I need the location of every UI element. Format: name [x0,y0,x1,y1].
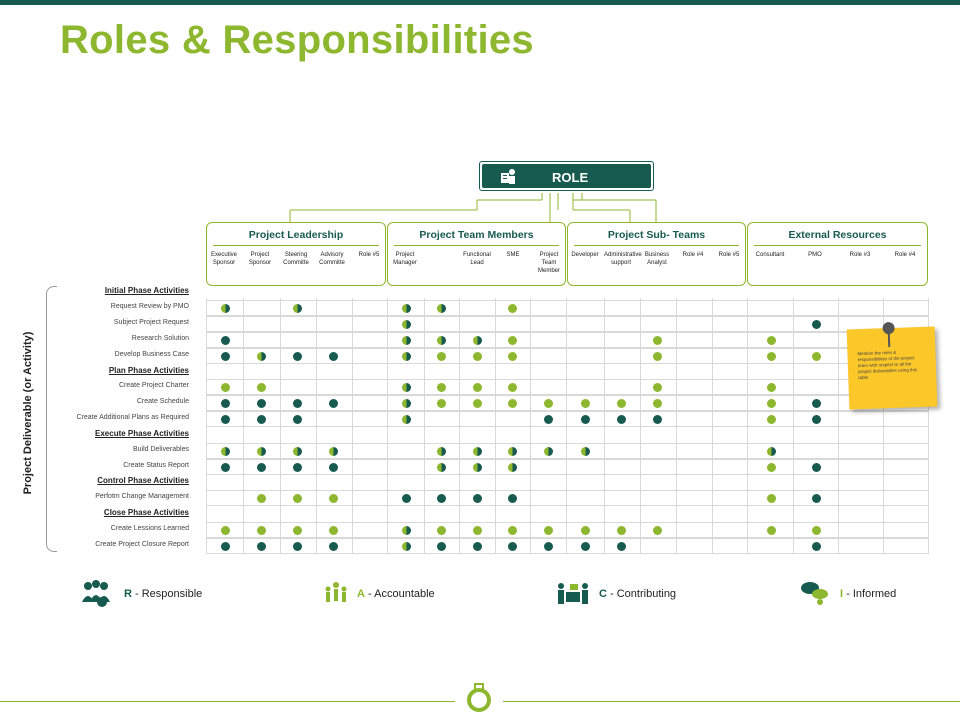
responsible-marker [293,463,302,472]
activity-label: Create Lessions Learned [110,525,189,532]
bottom-line-left [0,701,455,702]
responsible-marker [257,399,266,408]
responsible-marker [812,399,821,408]
shared-marker [257,352,266,361]
role-connector-far-right [560,190,840,224]
responsible-marker [581,415,590,424]
activity-label: Research Solution [131,335,189,342]
accountable-marker [617,526,626,535]
accountable-marker [508,383,517,392]
activity-label: Develop Business Case [114,351,189,358]
legend-accountable: A - Accountable [357,588,435,600]
sub-role-label: SME [506,252,520,258]
responsible-marker [617,542,626,551]
grid-column-line [316,298,317,554]
shared-marker [402,352,411,361]
sub-role-label: Project Team Member [537,252,560,274]
pushpin-icon [882,322,894,334]
accountable-marker [767,352,776,361]
sub-role-label: Administrative support [604,252,642,266]
responsible-marker [653,415,662,424]
phase-execute: Execute Phase Activities [95,429,189,438]
accountable-marker [653,526,662,535]
shared-marker [581,447,590,456]
responsible-marker [329,542,338,551]
responsible-marker [812,415,821,424]
accountable-marker [473,399,482,408]
grid-column-line [747,298,748,554]
accountable-marker [437,526,446,535]
ring-icon [467,688,491,712]
responsible-marker [508,494,517,503]
grid-column-line [676,298,677,554]
sticky-note [847,326,938,409]
grid-column-line [206,298,207,554]
shared-marker [544,447,553,456]
grid-column-line [530,298,531,554]
shared-marker [402,399,411,408]
sub-role-label: Functional Lead [463,252,491,266]
grid-column-line [387,298,388,554]
responsible-marker [329,352,338,361]
grid-column-line [459,298,460,554]
accountable-marker [508,399,517,408]
grid-column-line [566,298,567,554]
shared-marker [402,336,411,345]
accountable-marker [221,526,230,535]
responsible-marker [221,463,230,472]
accountable-marker [221,383,230,392]
accountable-marker [812,352,821,361]
accountable-marker [257,383,266,392]
responsible-marker [221,399,230,408]
sub-role-label: Role #3 [849,252,871,258]
award-team-icon [322,580,350,608]
accountable-marker [508,352,517,361]
responsible-marker [221,336,230,345]
responsible-marker [473,542,482,551]
accountable-marker [329,526,338,535]
grid-column-line [793,298,794,554]
group-title: Project Team Members [419,229,534,241]
shared-marker [473,336,482,345]
activity-label: Request Review by PMO [110,303,189,310]
responsible-marker [544,542,553,551]
shared-marker [257,447,266,456]
responsible-marker [617,415,626,424]
accountable-marker [257,526,266,535]
phase-control: Control Phase Activities [97,476,189,485]
accountable-marker [257,494,266,503]
accountable-marker [767,336,776,345]
shared-marker [508,447,517,456]
phase-close: Close Phase Activities [103,508,189,517]
top-accent-bar [0,0,960,5]
sub-role-label: Business Analyst [644,252,670,266]
accountable-marker [581,526,590,535]
sub-role-label: Steering Committe [283,252,309,266]
responsible-marker [221,352,230,361]
accountable-marker [544,399,553,408]
group-title: Project Leadership [248,229,344,241]
shared-marker [402,304,411,313]
accountable-marker [508,526,517,535]
shared-marker [402,415,411,424]
phase-initial: Initial Phase Activities [104,286,189,295]
shared-marker [221,304,230,313]
accountable-marker [653,399,662,408]
accountable-marker [544,526,553,535]
grid-column-line [352,298,353,554]
accountable-marker [473,383,482,392]
sub-role-label: Role #5 [358,252,380,258]
sub-role-label: Project Manager [393,252,417,266]
accountable-marker [617,399,626,408]
accountable-marker [437,352,446,361]
activity-bracket [46,286,57,552]
shared-marker [402,526,411,535]
accountable-marker [767,415,776,424]
shared-marker [473,447,482,456]
accountable-marker [812,526,821,535]
shared-marker [329,447,338,456]
grid-column-line [640,298,641,554]
responsible-marker [329,399,338,408]
shared-marker [402,383,411,392]
grid-column-line [280,298,281,554]
shared-marker [767,447,776,456]
activity-label: Build Deliverables [132,446,189,453]
phase-plan: Plan Phase Activities [108,366,189,375]
accountable-marker [437,383,446,392]
role-header-box [479,161,654,191]
sub-role-label: Consultant [755,252,785,258]
responsible-marker [508,542,517,551]
responsible-marker [257,415,266,424]
accountable-marker [437,399,446,408]
responsible-marker [473,494,482,503]
page-title: Roles & Responsibilities [60,18,534,62]
sub-role-label: Developer [571,252,599,258]
responsible-marker [221,542,230,551]
grid-column-line [838,298,839,554]
activity-label: Create Additional Plans as Required [76,414,189,421]
accountable-marker [581,399,590,408]
accountable-marker [293,494,302,503]
accountable-marker [293,526,302,535]
bottom-line-right [503,701,960,702]
shared-marker [293,304,302,313]
shared-marker [293,447,302,456]
role-label: ROLE [552,170,589,185]
sub-role-label: Role #4 [682,252,704,258]
responsible-marker [293,542,302,551]
accountable-marker [767,526,776,535]
activity-label: Create Schedule [136,398,189,405]
shared-marker [437,336,446,345]
table-row [206,443,928,459]
accountable-marker [653,383,662,392]
responsible-marker [437,542,446,551]
legend-responsible: R - Responsible [124,588,203,600]
responsible-marker [257,542,266,551]
sub-role-label: Project Sponsor [248,252,272,266]
accountable-marker [767,383,776,392]
note-text: Mention the roles & responsibilities of the project team with respect to all the project deliverables using this table [857,349,918,381]
sub-role-label: Advisory Committe [319,252,345,266]
activity-label: Create Project Closure Report [95,541,189,548]
accountable-marker [767,399,776,408]
sub-role-label: PMO [808,252,822,258]
table-row [206,300,928,316]
grid-column-line [604,298,605,554]
grid-column-line [495,298,496,554]
accountable-marker [473,526,482,535]
shared-marker [402,542,411,551]
person-id-icon [498,167,518,187]
activity-label: Create Project Charter [118,382,189,389]
activity-label: Create Status Report [123,462,189,469]
responsible-marker [812,320,821,329]
responsible-marker [812,494,821,503]
grid-column-line [424,298,425,554]
shared-marker [437,463,446,472]
grid-column-line [243,298,244,554]
responsible-marker [812,542,821,551]
shared-marker [437,304,446,313]
responsible-marker [329,463,338,472]
shared-marker [221,447,230,456]
accountable-marker [767,463,776,472]
activity-label: Perfotm Change Management [95,493,189,500]
accountable-marker [329,494,338,503]
table-row [206,379,928,395]
group-title: External Resources [788,229,887,241]
responsible-marker [812,463,821,472]
accountable-marker [767,494,776,503]
vertical-axis-label: Project Deliverable (or Activity) [22,331,34,495]
responsible-marker [437,494,446,503]
shared-marker [402,320,411,329]
shared-marker [473,463,482,472]
table-row [206,332,928,348]
shared-marker [437,447,446,456]
responsible-marker [581,542,590,551]
sub-role-label: Executive Sponsor [210,252,237,266]
meeting-icon [556,580,590,608]
responsible-marker [221,415,230,424]
accountable-marker [653,336,662,345]
accountable-marker [473,352,482,361]
accountable-marker [508,336,517,345]
accountable-marker [508,304,517,313]
legend-informed: I - Informed [840,588,897,600]
accountable-marker [653,352,662,361]
sub-role-label: Role #5 [718,252,740,258]
responsible-marker [544,415,553,424]
activity-label: Subject Project Request [113,319,189,326]
group-title: Project Sub- Teams [607,229,706,241]
shared-marker [508,463,517,472]
responsible-marker [402,494,411,503]
legend-contributing: C - Contributing [599,588,677,600]
responsible-marker [257,463,266,472]
sub-role-label: Role #4 [894,252,916,258]
responsible-marker [293,415,302,424]
responsible-marker [293,399,302,408]
responsible-marker [293,352,302,361]
team-icon [80,580,112,608]
grid-column-line [712,298,713,554]
chat-icon [800,580,830,608]
